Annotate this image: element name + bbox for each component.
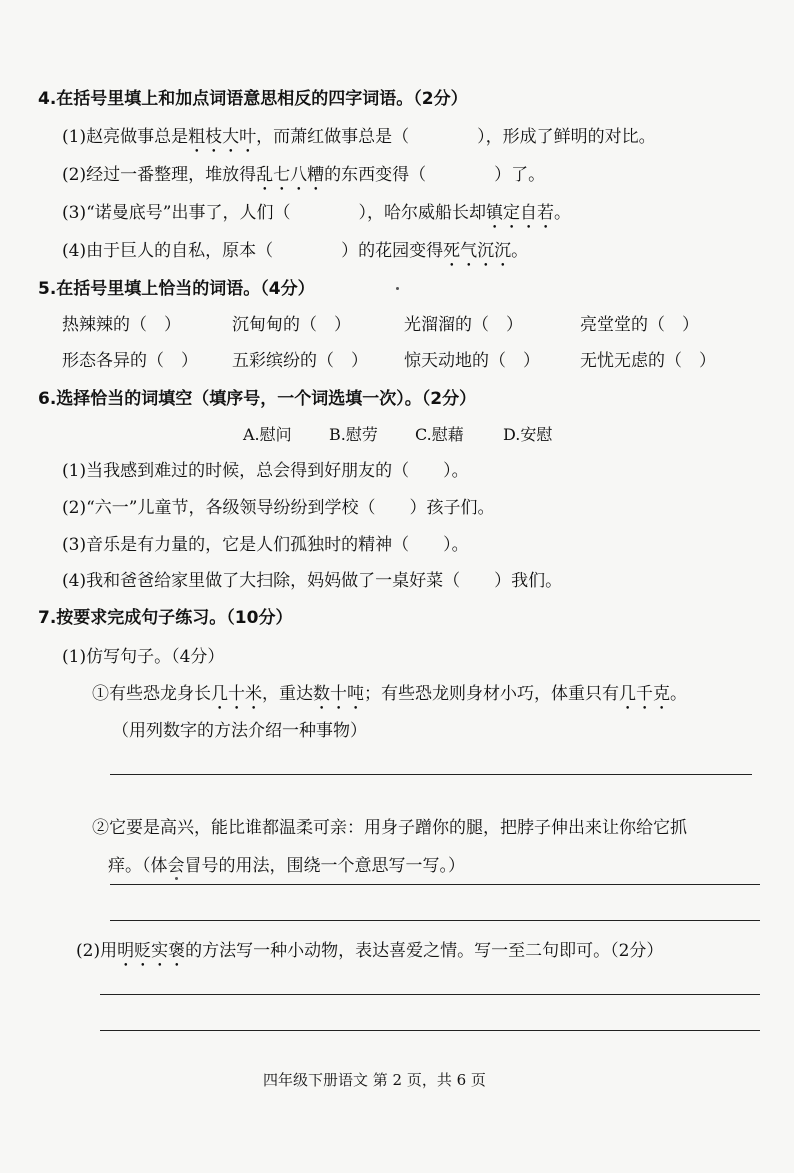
q6-options [243, 424, 552, 446]
q7-sentence-2-line-1: ②它要是高兴，能比谁都温柔可亲：用身子蹭你的腿，把脖子伸出来让你给它抓 [92, 818, 687, 838]
q4-1-text-c: ），形成了鲜明的对比。 [477, 127, 656, 147]
q7-sub2-text-a: (2)用 [76, 941, 118, 961]
q5-blank-5[interactable]: 形态各异的（ ） [62, 351, 198, 371]
q5-title: 5.在括号里填上恰当的词语。（4分） [38, 279, 315, 299]
q7-s1-dotted-1: 几十米 [211, 684, 262, 704]
q6-item-1[interactable]: (1)当我感到难过的时候，总会得到好朋友的（ ）。 [62, 461, 469, 481]
q4-4-dotted-word: 死气沉沉 [443, 241, 512, 261]
q7-s1-hint: （用列数字的方法介绍一种事物） [112, 721, 367, 741]
q5-blank-7[interactable]: 惊天动地的（ ） [404, 351, 540, 371]
q5-blank-6[interactable]: 五彩缤纷的（ ） [232, 351, 368, 371]
q4-4-text-c: 。 [511, 241, 529, 261]
q4-item-2 [62, 164, 545, 195]
q4-2-blank[interactable] [426, 165, 494, 185]
q7-sub2-dotted: 明贬实褒 [117, 941, 186, 961]
q4-3-blank[interactable] [290, 203, 358, 223]
q4-2-text-a: (2)经过一番整理，堆放得 [62, 165, 257, 185]
scan-speck [175, 877, 178, 880]
q4-4-text-b: ）的花园变得 [341, 241, 444, 261]
q6-option-c: C.慰藉 [415, 425, 464, 444]
answer-line-4[interactable] [100, 994, 760, 995]
q4-title: 4.在括号里填上和加点词语意思相反的四字词语。（2分） [38, 89, 468, 109]
q4-1-dotted-word: 粗枝大叶 [188, 127, 257, 147]
q5-blank-1[interactable]: 热辣辣的（ ） [62, 315, 181, 335]
q7-sub2 [76, 940, 663, 971]
q4-4-blank[interactable] [273, 241, 341, 261]
q5-blank-4[interactable]: 亮堂堂的（ ） [580, 315, 699, 335]
q4-3-text-a: (3)“诺曼底号”出事了，人们（ [62, 203, 291, 223]
q7-s1-text-d: 。 [670, 684, 687, 704]
answer-line-2[interactable] [110, 884, 760, 885]
q7-sub1-title: (1)仿写句子。（4分） [62, 647, 225, 667]
q7-s1-text-a: ①有些恐龙身长 [92, 684, 211, 704]
page-footer: 四年级下册语文 第 2 页，共 6 页 [263, 1071, 486, 1089]
q7-sub2-text-b: 的方法写一种小动物，表达喜爱之情。写一至二句即可。（2分） [185, 941, 664, 961]
q5-row-1 [62, 314, 699, 336]
q6-item-3[interactable]: (3)音乐是有力量的，它是人们孤独时的精神（ ）。 [62, 535, 469, 555]
q4-2-text-b: 的东西变得（ [324, 165, 427, 185]
q6-option-d: D.安慰 [503, 425, 553, 444]
q4-3-dotted-word: 镇定自若 [485, 203, 554, 223]
q6-option-b: B.慰劳 [329, 425, 378, 444]
q4-1-text-b: ，而萧红做事总是（ [256, 127, 410, 147]
q7-s1-dotted-2: 数十吨 [313, 684, 364, 704]
q7-sentence-2-line-2: 痒。（体会冒号的用法，围绕一个意思写一写。） [108, 856, 465, 876]
answer-line-5[interactable] [100, 1030, 760, 1031]
q4-1-text-a: (1)赵亮做事总是 [62, 127, 189, 147]
answer-line-3[interactable] [110, 920, 760, 921]
q7-sentence-1 [92, 683, 687, 714]
answer-line-1[interactable] [110, 774, 752, 775]
q7-s1-text-b: ，重达 [262, 684, 313, 704]
q5-blank-8[interactable]: 无忧无虑的（ ） [580, 351, 716, 371]
scan-speck [396, 287, 399, 290]
q5-blank-2[interactable]: 沉甸甸的（ ） [232, 315, 351, 335]
q4-item-1 [62, 126, 656, 157]
q6-title: 6.选择恰当的词填空（填序号，一个词选填一次）。（2分） [38, 389, 477, 409]
q5-row-2 [62, 350, 716, 372]
q4-item-4 [62, 240, 528, 271]
q4-3-text-c: 。 [553, 203, 571, 223]
q7-s1-dotted-3: 几千克 [619, 684, 670, 704]
q4-3-text-b: ），哈尔威船长却 [358, 203, 486, 223]
q4-item-3 [62, 202, 571, 233]
q4-4-text-a: (4)由于巨人的自私，原本（ [62, 241, 274, 261]
q6-item-2[interactable]: (2)“六一”儿童节，各级领导纷纷到学校（ ）孩子们。 [62, 498, 495, 518]
q4-2-text-c: ）了。 [494, 165, 546, 185]
q7-s1-text-c: ；有些恐龙则身材小巧，体重只有 [364, 684, 619, 704]
q4-2-dotted-word: 乱七八糟 [256, 165, 325, 185]
q6-item-4[interactable]: (4)我和爸爸给家里做了大扫除，妈妈做了一桌好菜（ ）我们。 [62, 571, 563, 591]
q4-1-blank[interactable] [409, 127, 477, 147]
q6-option-a: A.慰问 [243, 425, 292, 444]
q5-blank-3[interactable]: 光溜溜的（ ） [404, 315, 523, 335]
q7-title: 7.按要求完成句子练习。（10分） [38, 608, 293, 628]
